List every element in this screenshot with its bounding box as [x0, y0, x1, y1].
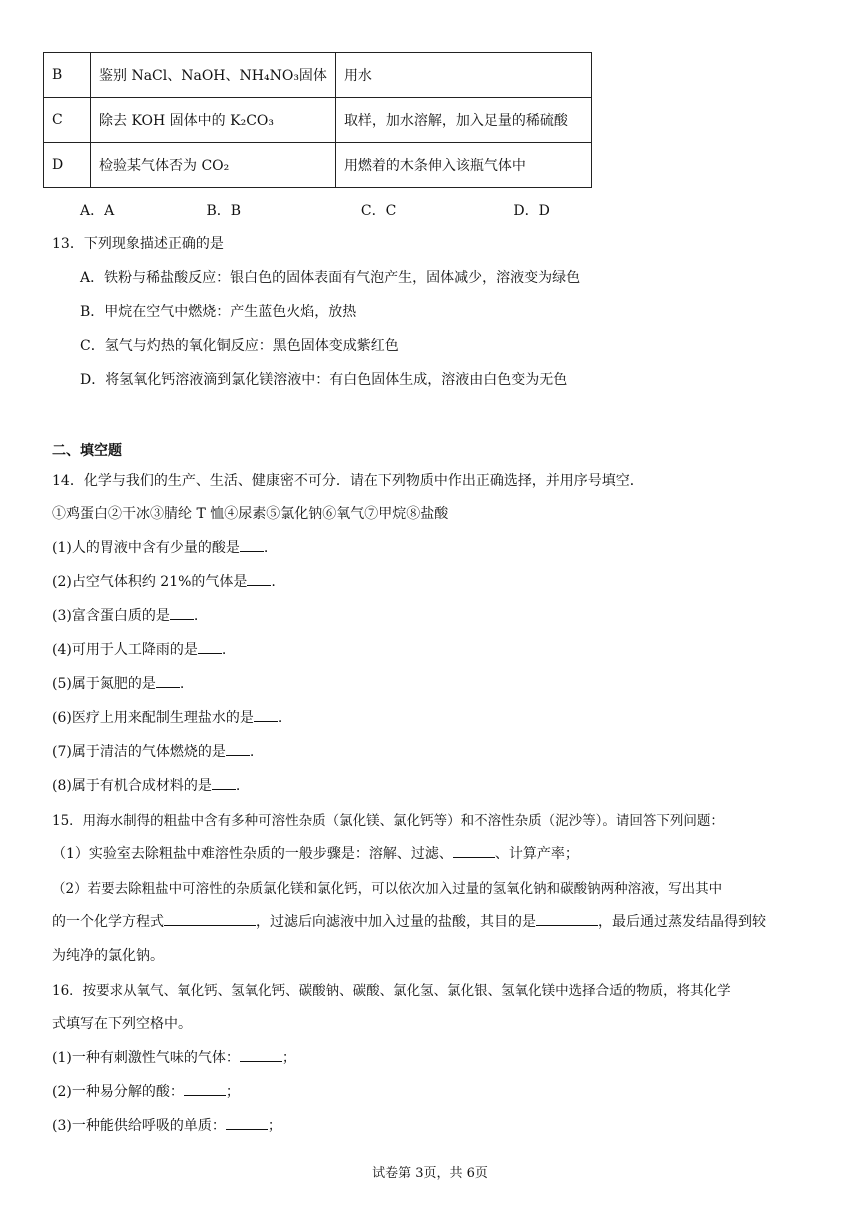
- item-end-mark: .: [235, 778, 241, 794]
- q14-item: [52, 537, 268, 557]
- table-row: [44, 53, 592, 98]
- q16-item-text: (3)一种能供给呼吸的单质：: [52, 1118, 226, 1134]
- table-row: [44, 98, 592, 143]
- q15-blank-1[interactable]: [453, 843, 495, 858]
- q16-item-text: (2)一种易分解的酸：: [52, 1084, 184, 1100]
- q13-stem: 13．下列现象描述正确的是: [52, 236, 224, 252]
- answer-blank[interactable]: [226, 1115, 268, 1130]
- q12-option-a: A．A: [80, 203, 115, 219]
- item-end-mark: .: [249, 744, 255, 760]
- q16-item-text: (1)一种有刺激性气味的气体：: [52, 1050, 240, 1066]
- q14-item: [52, 707, 282, 727]
- q14-item: [52, 639, 226, 659]
- table-row: [44, 143, 592, 188]
- q12-option-b: B．B: [206, 203, 242, 219]
- q13-option-a: A．铁粉与稀盐酸反应：银白色的固体表面有气泡产生，固体减少，溶液变为绿色: [80, 270, 581, 286]
- q12-option-d: D．D: [513, 203, 550, 219]
- q16-item: [52, 1115, 282, 1135]
- option-item: 鉴别 NaCl、NaOH、NH₄NO₃固体: [91, 53, 336, 98]
- q14-item-text: (5)属于氮肥的是: [52, 676, 156, 692]
- q14-item-text: (3)富含蛋白质的是: [52, 608, 170, 624]
- q16-stem-line1: 16．按要求从氧气、氧化钙、氢氧化钙、碳酸钠、碳酸、氯化氢、氯化银、氢氧化镁中选择合适的物质，将其化学: [52, 983, 731, 999]
- q14-item-text: (8)属于有机合成材料的是: [52, 778, 212, 794]
- item-end-mark: ；: [225, 1084, 240, 1100]
- q16-stem-line2: 式填写在下列空格中。: [52, 1016, 192, 1032]
- answer-blank[interactable]: [247, 571, 271, 586]
- q15-blank-purpose[interactable]: [536, 911, 598, 926]
- q15-blank-equation[interactable]: [164, 911, 256, 926]
- q14-item-text: (1)人的胃液中含有少量的酸是: [52, 540, 240, 556]
- q14-stem: 14．化学与我们的生产、生活、健康密不可分．请在下列物质中作出正确选择，并用序号填空．: [52, 473, 644, 489]
- item-end-mark: .: [277, 710, 283, 726]
- q15-stem: 15．用海水制得的粗盐中含有多种可溶性杂质（氯化镁、氯化钙等）和不溶性杂质（泥沙等）。请回答下列问题：: [52, 813, 724, 829]
- q15-part1-text-b: 、计算产率；: [494, 846, 579, 862]
- item-end-mark: ；: [267, 1118, 282, 1134]
- answer-blank[interactable]: [240, 537, 264, 552]
- q15-part1: [52, 843, 579, 863]
- q15-part2-text-c: ，最后通过蒸发结晶得到较: [598, 914, 766, 930]
- answer-blank[interactable]: [156, 673, 180, 688]
- q13-option-d: D．将氢氧化钙溶液滴到氯化镁溶液中：有白色固体生成，溶液由白色变为无色: [80, 372, 568, 388]
- option-method: 用燃着的木条伸入该瓶气体中: [335, 143, 591, 188]
- option-key: B: [44, 53, 91, 98]
- q15-part2-text-b: ，过滤后向滤液中加入过量的盐酸，其目的是: [256, 914, 536, 930]
- answer-blank[interactable]: [254, 707, 278, 722]
- q14-item-text: (2)占空气体积约 21%的气体是: [52, 574, 248, 590]
- q12-option-c: C．C: [360, 203, 397, 219]
- item-end-mark: .: [193, 608, 199, 624]
- q14-item: [52, 571, 276, 591]
- q13-option-b: B．甲烷在空气中燃烧：产生蓝色火焰，放热: [80, 304, 357, 320]
- q15-part2-text-a: 的一个化学方程式: [52, 914, 164, 930]
- options-table: [43, 52, 592, 188]
- q13-option-c: C．氢气与灼热的氧化铜反应：黑色固体变成紫红色: [80, 338, 399, 354]
- option-key: C: [44, 98, 91, 143]
- answer-blank[interactable]: [184, 1081, 226, 1096]
- q12-answer-options: [80, 200, 550, 220]
- item-end-mark: .: [179, 676, 185, 692]
- q16-item: [52, 1047, 296, 1067]
- q14-item: [52, 673, 184, 693]
- q14-item-text: (4)可用于人工降雨的是: [52, 642, 198, 658]
- section-title: 二、填空题: [52, 443, 122, 459]
- answer-blank[interactable]: [226, 741, 250, 756]
- q15-part1-text-a: （1）实验室去除粗盐中难溶性杂质的一般步骤是：溶解、过滤、: [52, 846, 453, 862]
- answer-blank[interactable]: [170, 605, 194, 620]
- q15-part2-line2: [52, 911, 766, 931]
- option-item: 除去 KOH 固体中的 K₂CO₃: [91, 98, 336, 143]
- answer-blank[interactable]: [240, 1047, 282, 1062]
- q14-item: [52, 605, 198, 625]
- item-end-mark: .: [221, 642, 227, 658]
- answer-blank[interactable]: [198, 639, 222, 654]
- q14-item-text: (7)属于清洁的气体燃烧的是: [52, 744, 226, 760]
- q14-item: [52, 775, 240, 795]
- item-end-mark: .: [263, 540, 269, 556]
- item-end-mark: ；: [281, 1050, 296, 1066]
- q14-choices: ①鸡蛋白②干冰③腈纶 T 恤④尿素⑤氯化钠⑥氧气⑦甲烷⑧盐酸: [52, 506, 449, 522]
- q16-item: [52, 1081, 240, 1101]
- option-key: D: [44, 143, 91, 188]
- page-footer: 试卷第 3页，共 6页: [372, 1166, 488, 1181]
- q15-part2-line3: 为纯净的氯化钠。: [52, 948, 164, 964]
- q14-item: [52, 741, 254, 761]
- q15-part2-line1: （2）若要去除粗盐中可溶性的杂质氯化镁和氯化钙，可以依次加入过量的氢氧化钠和碳酸钠两种溶液，写出其中: [52, 881, 723, 897]
- option-method: 用水: [335, 53, 591, 98]
- option-method: 取样，加水溶解，加入足量的稀硫酸: [335, 98, 591, 143]
- q14-item-text: (6)医疗上用来配制生理盐水的是: [52, 710, 254, 726]
- answer-blank[interactable]: [212, 775, 236, 790]
- option-item: 检验某气体否为 CO₂: [91, 143, 336, 188]
- item-end-mark: .: [271, 574, 276, 590]
